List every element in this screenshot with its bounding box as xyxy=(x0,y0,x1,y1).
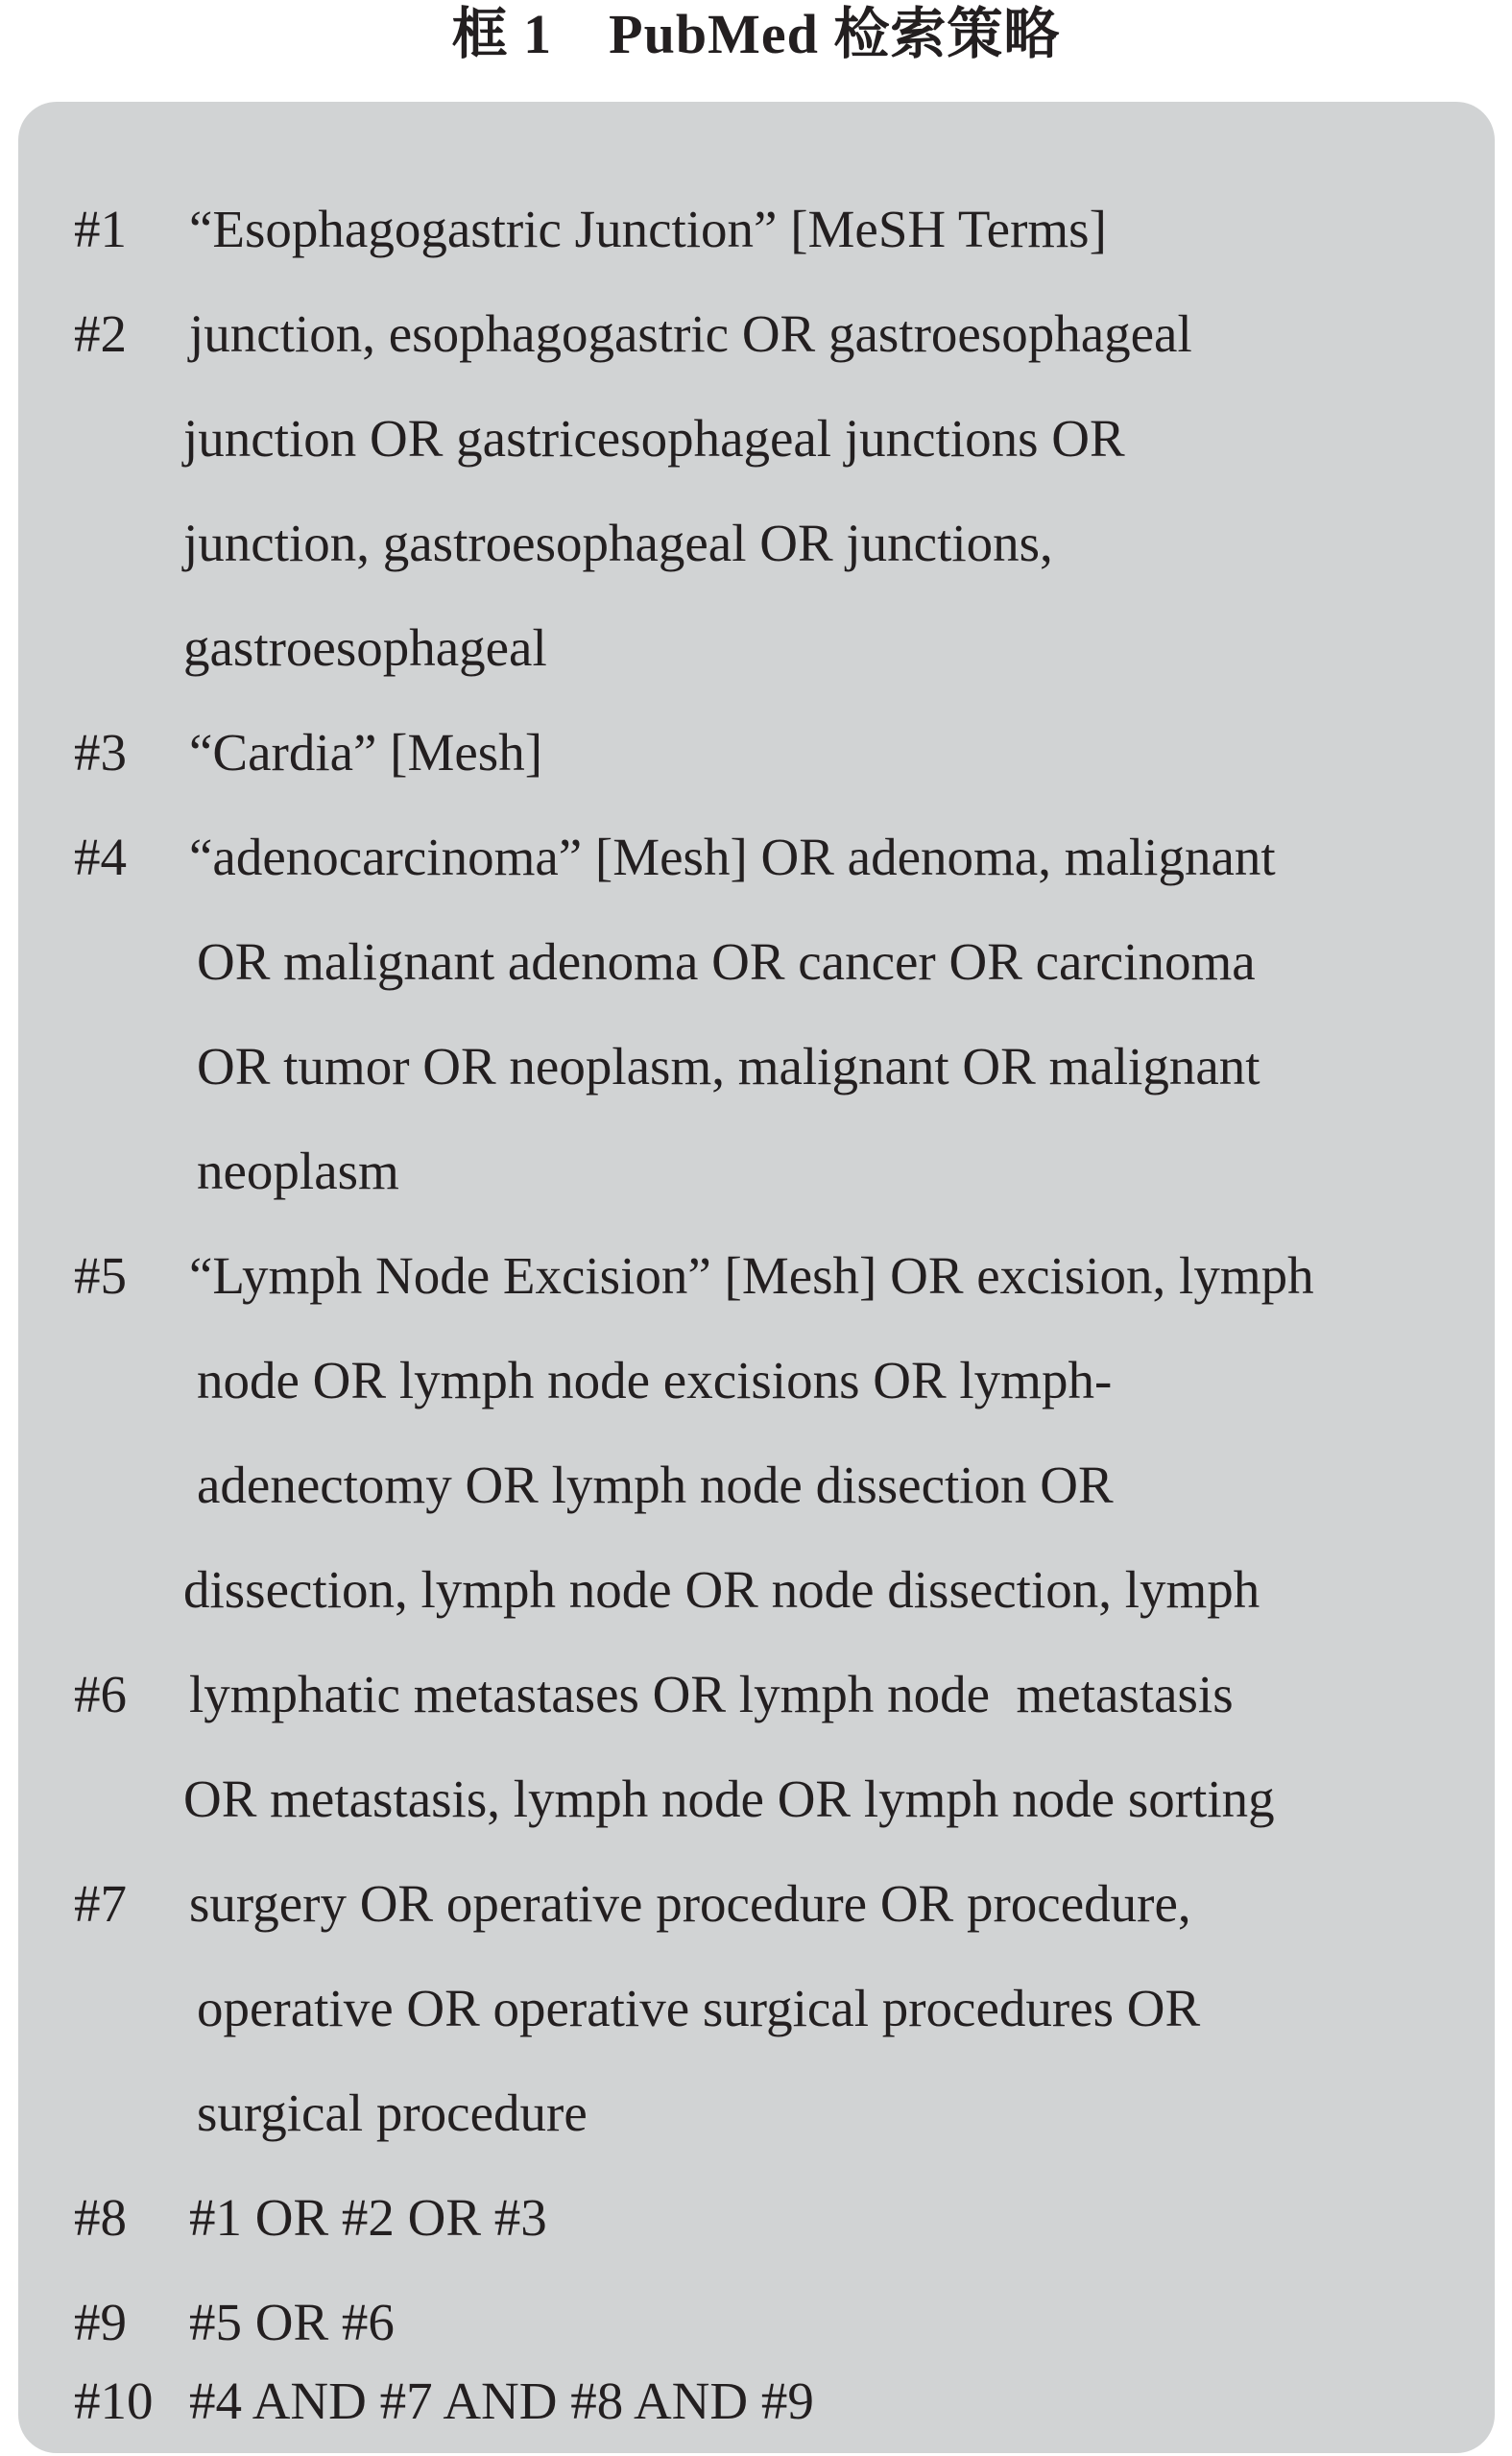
row-number: #2 xyxy=(74,304,127,363)
row-text-line: “adenocarcinoma” [Mesh] OR adenoma, malignant xyxy=(189,828,1276,886)
row-number: #10 xyxy=(74,2372,154,2430)
row-text-line: OR malignant adenoma OR cancer OR carcinoma xyxy=(197,932,1256,991)
row-text-line: lymphatic metastases OR lymph node metastasis xyxy=(189,1665,1234,1723)
row-number: #1 xyxy=(74,200,127,258)
row-text-line: dissection, lymph node OR node dissection, lymph xyxy=(183,1560,1260,1619)
row-text-line: OR metastasis, lymph node OR lymph node sorting xyxy=(183,1770,1275,1828)
row-number: #6 xyxy=(74,1665,127,1723)
row-number: #4 xyxy=(74,828,127,886)
row-text-line: #4 AND #7 AND #8 AND #9 xyxy=(189,2372,814,2430)
row-text-line: surgery OR operative procedure OR procedure, xyxy=(189,1874,1191,1933)
row-number: #7 xyxy=(74,1874,127,1933)
row-number: #5 xyxy=(74,1246,127,1305)
row-text-line: surgical procedure xyxy=(197,2083,588,2142)
row-text-line: neoplasm xyxy=(197,1142,399,1200)
row-number: #3 xyxy=(74,723,127,782)
row-text-line: operative OR operative surgical procedures OR xyxy=(197,1979,1201,2037)
row-text-line: junction, gastroesophageal OR junctions, xyxy=(183,514,1053,572)
row-text-line: junction OR gastricesophageal junctions OR xyxy=(183,409,1125,468)
row-text-line: #1 OR #2 OR #3 xyxy=(189,2188,547,2247)
row-text-line: “Esophagogastric Junction” [MeSH Terms] xyxy=(189,200,1107,258)
search-strategy-panel xyxy=(18,102,1495,2453)
row-text-line: OR tumor OR neoplasm, malignant OR malignant xyxy=(197,1037,1260,1096)
box-title: 框 1 PubMed 检索策略 xyxy=(451,3,1061,65)
row-text-line: adenectomy OR lymph node dissection OR xyxy=(197,1456,1114,1514)
row-text-line: #5 OR #6 xyxy=(189,2293,395,2351)
row-text-line: gastroesophageal xyxy=(183,618,547,677)
row-text-line: “Cardia” [Mesh] xyxy=(189,723,543,782)
row-number: #9 xyxy=(74,2293,127,2351)
row-text-line: “Lymph Node Excision” [Mesh] OR excision, lymph xyxy=(189,1246,1314,1305)
row-text-line: junction, esophagogastric OR gastroesophageal xyxy=(189,304,1192,363)
row-number: #8 xyxy=(74,2188,127,2247)
row-text-line: node OR lymph node excisions OR lymph- xyxy=(197,1351,1113,1409)
